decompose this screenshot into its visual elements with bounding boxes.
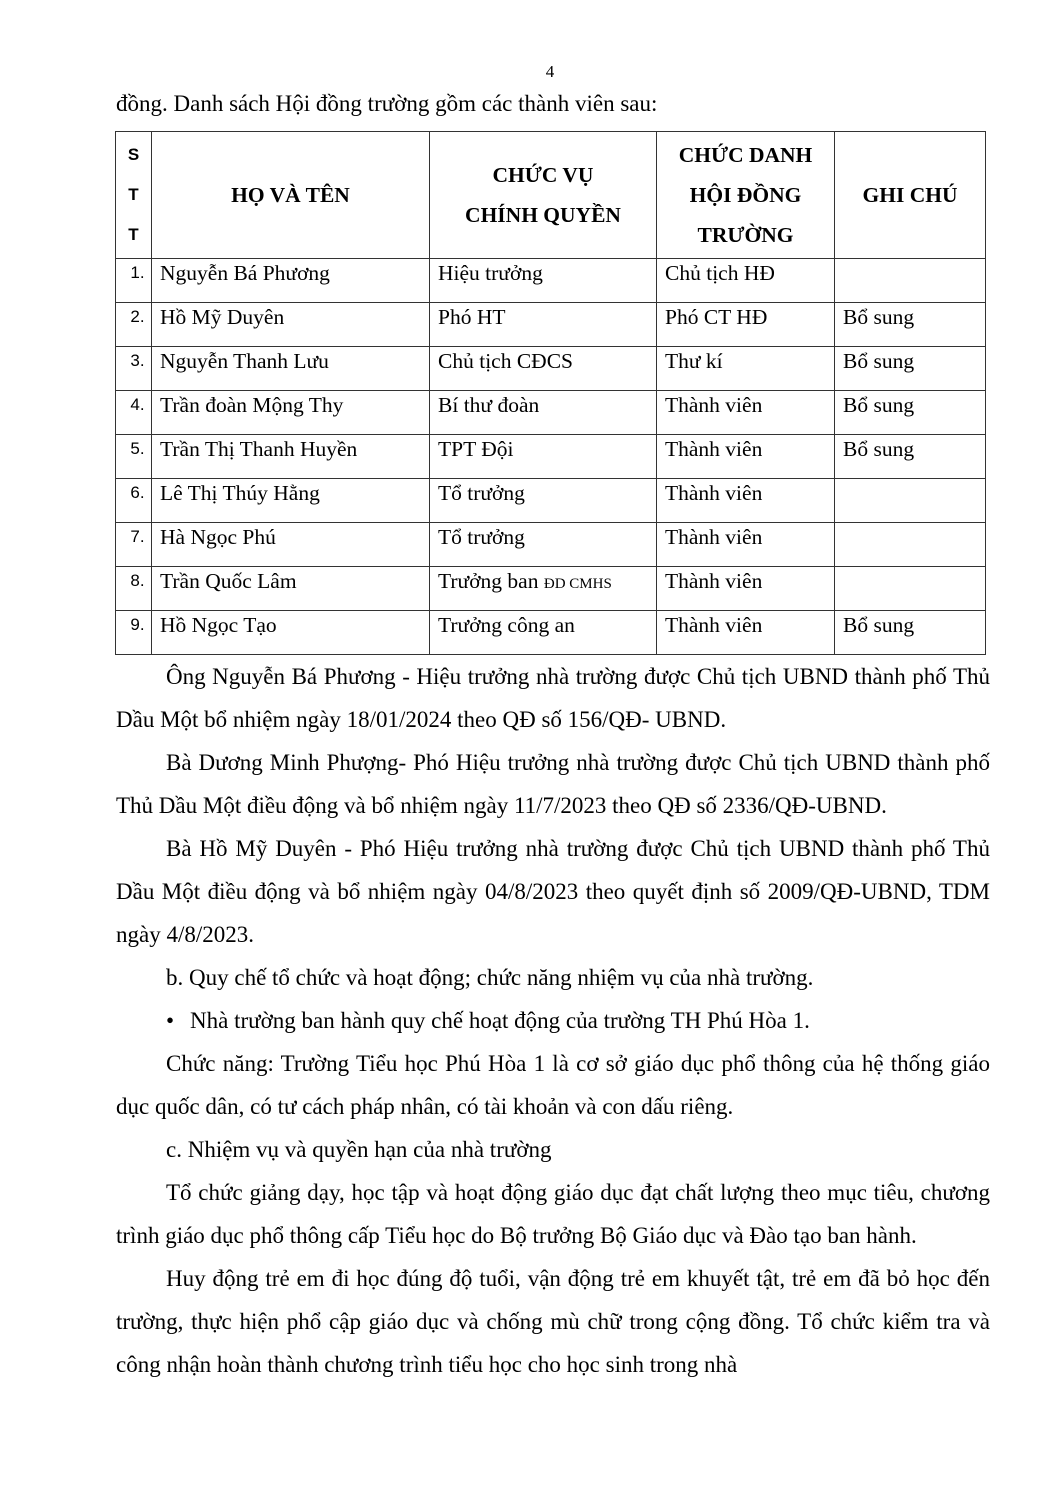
table-row <box>116 391 986 435</box>
row-position: Tổ trưởng <box>430 523 657 567</box>
header-council-line: HỘI ĐỒNG <box>689 183 802 207</box>
header-position <box>430 132 657 259</box>
row-stt: 8. <box>116 567 152 611</box>
row-note <box>835 259 986 303</box>
header-council-title <box>657 132 835 259</box>
row-name: Hà Ngọc Phú <box>152 523 430 567</box>
row-position: Tổ trưởng <box>430 479 657 523</box>
row-note <box>835 523 986 567</box>
row-stt: 3. <box>116 347 152 391</box>
table-row <box>116 347 986 391</box>
row-note: Bổ sung <box>835 435 986 479</box>
row-name: Lê Thị Thúy Hằng <box>152 479 430 523</box>
row-note: Bổ sung <box>835 347 986 391</box>
header-note: GHI CHÚ <box>835 132 986 259</box>
table-row <box>116 435 986 479</box>
page-number: 4 <box>545 62 555 81</box>
row-position: Trưởng công an <box>430 611 657 655</box>
table-row <box>116 303 986 347</box>
row-position-small: ĐD CMHS <box>543 576 612 592</box>
table-row <box>116 479 986 523</box>
section-c-heading: c. Nhiệm vụ và quyền hạn của nhà trường <box>166 1137 552 1162</box>
row-position: Phó HT <box>430 303 657 347</box>
row-council: Thành viên <box>657 523 835 567</box>
bullet-text: Nhà trường ban hành quy chế hoạt động của trường TH Phú Hòa 1. <box>190 1008 810 1033</box>
row-council: Thành viên <box>657 567 835 611</box>
header-stt-line: T <box>128 185 139 204</box>
row-name: Trần Quốc Lâm <box>152 567 430 611</box>
paragraph-duties-2: Huy động trẻ em đi học đúng độ tuổi, vận động trẻ em khuyết tật, trẻ em đã bỏ học đến trường, thực hiện phổ cập giáo dục và chống mù chữ trong cộng đồng. Tổ chức kiểm tra và công nhận hoàn thành chương trình tiểu học cho học sinh trong nhà <box>116 1266 990 1377</box>
row-stt: 7. <box>116 523 152 567</box>
row-note: Bổ sung <box>835 303 986 347</box>
header-council-line: TRƯỜNG <box>697 223 794 247</box>
section-b-heading: b. Quy chế tổ chức và hoạt động; chức năng nhiệm vụ của nhà trường. <box>166 965 814 990</box>
paragraph-principal: Ông Nguyễn Bá Phương - Hiệu trưởng nhà trường được Chủ tịch UBND thành phố Thủ Dầu Một bổ nhiệm ngày 18/01/2024 theo QĐ số 156/QĐ- UBND. <box>116 664 990 732</box>
header-council-line: CHỨC DANH <box>678 143 813 167</box>
paragraph-duties-1: Tổ chức giảng dạy, học tập và hoạt động giáo dục đạt chất lượng theo mục tiêu, chương trình giáo dục phổ thông cấp Tiểu học do Bộ trưởng Bộ Giáo dục và Đào tạo ban hành. <box>116 1180 990 1248</box>
row-position: Chủ tịch CĐCS <box>430 347 657 391</box>
intro-line: đồng. Danh sách Hội đồng trường gồm các thành viên sau: <box>116 91 658 116</box>
row-stt: 6. <box>116 479 152 523</box>
row-council: Thành viên <box>657 611 835 655</box>
council-members-table <box>115 131 986 655</box>
paragraph-vice-principal-2: Bà Hồ Mỹ Duyên - Phó Hiệu trưởng nhà trường được Chủ tịch UBND thành phố Thủ Dầu Một điều động và bổ nhiệm ngày 04/8/2023 theo quyết định số 2009/QĐ-UBND, TDM ngày 4/8/2023. <box>116 836 990 947</box>
row-stt: 4. <box>116 391 152 435</box>
row-council: Thành viên <box>657 435 835 479</box>
header-name: HỌ VÀ TÊN <box>152 132 430 259</box>
header-position-line: CHÍNH QUYỀN <box>465 203 621 227</box>
row-position <box>430 567 657 611</box>
paragraph-function: Chức năng: Trường Tiểu học Phú Hòa 1 là cơ sở giáo dục phổ thông của hệ thống giáo dục quốc dân, có tư cách pháp nhân, có tài khoản và con dấu riêng. <box>116 1051 990 1119</box>
table-row <box>116 259 986 303</box>
row-note <box>835 567 986 611</box>
header-stt-line: T <box>128 225 139 244</box>
paragraph-vice-principal-1: Bà Dương Minh Phượng- Phó Hiệu trưởng nhà trường được Chủ tịch UBND thành phố Thủ Dầu Một điều động và bổ nhiệm ngày 11/7/2023 theo QĐ số 2336/QĐ-UBND. <box>116 750 990 818</box>
bullet-dot-icon: • <box>166 1008 175 1033</box>
row-note <box>835 479 986 523</box>
row-stt: 9. <box>116 611 152 655</box>
row-name: Hồ Mỹ Duyên <box>152 303 430 347</box>
header-position-line: CHỨC VỤ <box>492 163 594 187</box>
row-council: Thành viên <box>657 479 835 523</box>
header-stt-line: S <box>127 145 140 164</box>
row-position: Bí thư đoàn <box>430 391 657 435</box>
row-name: Trần đoàn Mộng Thy <box>152 391 430 435</box>
row-name: Hồ Ngọc Tạo <box>152 611 430 655</box>
row-council: Thư kí <box>657 347 835 391</box>
row-position: Hiệu trưởng <box>430 259 657 303</box>
row-position-main: Trưởng ban <box>438 569 539 593</box>
row-stt: 2. <box>116 303 152 347</box>
table-row <box>116 567 986 611</box>
row-note: Bổ sung <box>835 611 986 655</box>
row-stt: 5. <box>116 435 152 479</box>
row-council: Chủ tịch HĐ <box>657 259 835 303</box>
bullet-item <box>116 999 990 1042</box>
table-row <box>116 523 986 567</box>
row-note: Bổ sung <box>835 391 986 435</box>
table-row <box>116 611 986 655</box>
row-position: TPT Đội <box>430 435 657 479</box>
table-header-row <box>116 132 986 259</box>
row-council: Thành viên <box>657 391 835 435</box>
row-stt: 1. <box>116 259 152 303</box>
row-name: Nguyễn Thanh Lưu <box>152 347 430 391</box>
row-council: Phó CT HĐ <box>657 303 835 347</box>
row-name: Trần Thị Thanh Huyền <box>152 435 430 479</box>
row-name: Nguyễn Bá Phương <box>152 259 430 303</box>
body-text <box>116 655 990 1386</box>
header-stt <box>116 132 152 259</box>
